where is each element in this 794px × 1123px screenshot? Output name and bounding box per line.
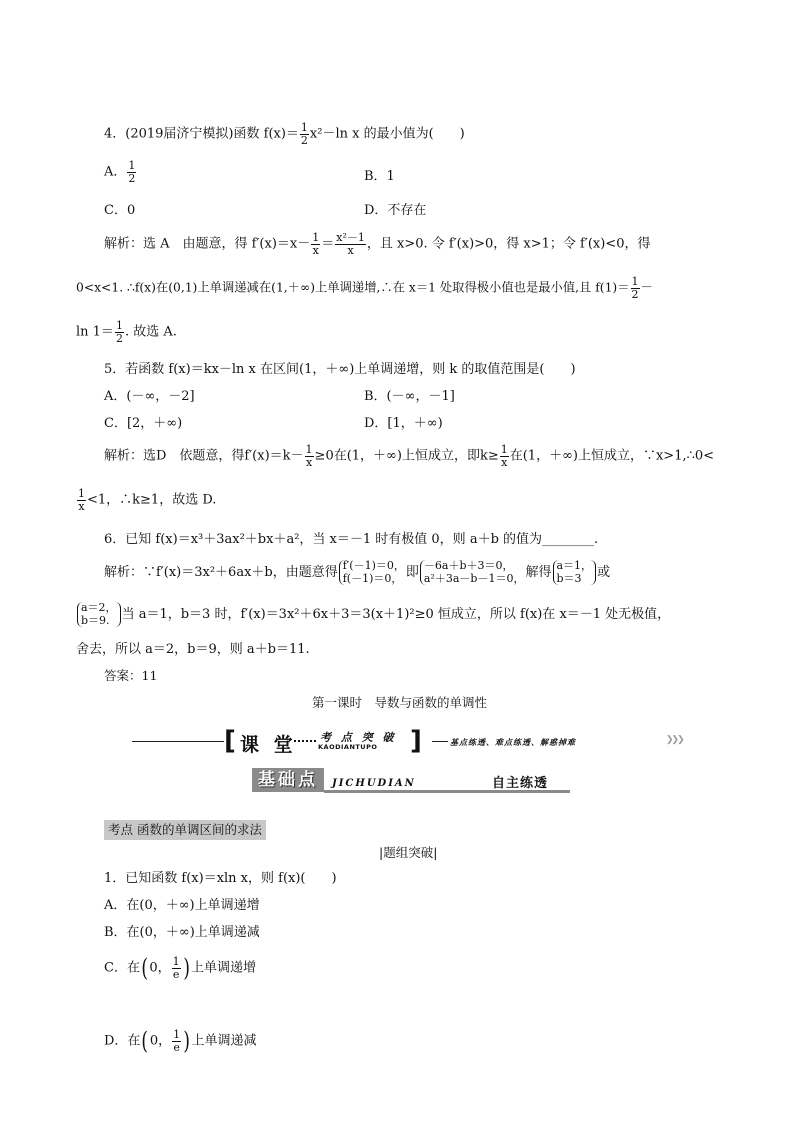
q6-stem: 6．已知 f(x)＝x³＋3ax²＋bx＋a²，当 x＝－1 时有极值 0，则 a＋b 的值为________. [104,532,599,547]
fraction-den: 2 [300,133,308,147]
q5-solution-line2 [76,488,216,512]
tizu-heading: |题组突破| [379,845,438,860]
q6-solution-line2 [76,602,670,627]
q6-solution-line3: 舍去，所以 a＝2，b＝9，则 a＋b＝11. [76,642,310,657]
equation: a²＋3a－b－1＝0， [423,571,525,585]
fraction-den: 2 [631,287,639,301]
fraction-num: 1 [305,443,313,456]
q5-stem: 5．若函数 f(x)＝kx－ln x 在区间(1，＋∞)上单调递增，则 k 的取值范围是( ) [104,362,576,377]
fraction-den: e [172,967,180,981]
solution-text: ，且 x>0. 令 f′(x)>0，得 x>1；令 f′(x)<0，得 [366,236,651,252]
bracket-left: [ [224,726,236,756]
q4-solution-line1 [104,232,650,256]
bracket-right: ] [410,726,422,756]
equation: f′(－1)＝0， [342,559,405,572]
equation-system [420,560,525,585]
equation-system [77,602,121,627]
fraction-num: 1 [312,231,320,244]
q5-option-c: C．[2，＋∞) [104,416,183,431]
solution-text: 解析：选D 依题意，得f′(x)＝k－ [104,448,304,464]
q4-option-c: C．0 [104,203,136,218]
option-text: 0， [149,1033,172,1049]
divider [132,741,224,742]
q4-stem-text: 4．(2019届济宁模拟)函数 f(x)＝ [104,126,299,142]
paren-right: ) [183,954,190,983]
fraction [77,488,86,512]
jichudian-subtitle: 自主练透 [492,776,549,791]
solution-text: 解得 [525,565,552,581]
q5-option-d: D．[1，＋∞) [364,416,443,431]
banner-subtitle: 考 点 突 破 [320,731,397,744]
solution-text: 在(1，＋∞)上恒成立，∵x>1,∴0< [509,448,715,464]
jichudian-header [252,768,570,792]
divider [432,741,448,742]
fraction-den: x [305,455,313,469]
equation-system [553,560,597,585]
q4-option-a [104,160,137,184]
p1-option-c [104,954,256,983]
paren-left: ( [141,954,148,983]
fraction-num: 1 [115,319,123,332]
fraction-num: 1 [78,487,85,500]
fraction-num: x²－1 [336,231,365,244]
paren-left: ( [141,1027,149,1056]
equation: a＝1， [556,559,593,572]
fraction-den: e [173,1040,180,1054]
solution-text: 或 [597,565,611,581]
chevrons-icon: ❯❯❯ [666,735,683,745]
q6-solution-line1 [104,560,610,585]
option-text: 上单调递减 [191,1033,257,1049]
fraction-den: 2 [128,171,136,185]
solution-text: 即 [405,565,419,581]
solution-text: . 故选 A. [124,324,177,340]
q5-solution-line1 [104,444,714,468]
paren-right: ) [183,1027,191,1056]
solution-text: 解析：选 A 由题意，得 f′(x)＝x－ [104,236,311,252]
p1-stem: 1．已知函数 f(x)＝xln x，则 f(x)( ) [104,871,337,886]
fraction [127,160,136,184]
p1-option-a: A．在(0，＋∞)上单调递增 [104,898,260,913]
equation: b＝3 [556,571,582,585]
banner-box [224,728,424,754]
fraction-den: x [78,499,85,513]
fraction [172,1029,181,1053]
option-text: D．在 [104,1033,141,1049]
fraction-den: x [312,243,319,257]
fraction-num: 1 [173,1028,181,1041]
fraction [300,122,309,146]
fraction [311,232,320,256]
fraction [335,232,366,256]
solution-text: ≥0在(1，＋∞)上恒成立，即k≥ [314,448,499,464]
q4-solution-line2 [76,276,653,300]
solution-text: <1，∴k≥1，故选 D. [87,492,217,508]
lesson-title: 第一课时 导数与函数的单调性 [312,695,488,710]
fraction-den: 2 [115,331,123,345]
q5-option-a: A．(－∞，－2] [104,389,195,404]
jichudian-pinyin: JICHUDIAN [332,778,416,789]
kaodian-label: 考点 函数的单调区间的求法 [104,820,266,840]
jichudian-badge: 基础点 [252,768,324,792]
option-text: C．在 [104,960,140,976]
banner-pinyin: KAODIANTUPO [318,743,378,751]
fraction-num: 1 [631,275,639,288]
option-text: 上单调递增 [190,960,256,976]
equation: a＝2， [81,601,117,614]
fraction [115,320,124,344]
fraction-den: x [347,243,354,257]
option-text: 0， [149,960,171,976]
solution-text: 当 a＝1，b＝3 时，f′(x)＝3x²＋6x＋3＝3(x＋1)²≥0 恒成立，所以 f(x)在 x＝－1 处无极值， [121,607,671,623]
option-label: A． [104,164,127,180]
equation: f(－1)＝0， [342,571,403,585]
q4-solution-line3 [76,320,177,344]
equation-system [339,560,405,585]
fraction [500,444,509,468]
solution-text: － [640,280,653,295]
banner-tagline: 基点练透、难点练透、解惑掉难 [450,737,576,747]
solution-text: 0<x<1. ∴f(x)在(0,1)上单调递减在(1,＋∞)上单调递增,∴在 x＝1 处取得极小值也是最小值,且 f(1)＝ [76,280,630,295]
fraction [631,276,640,300]
q5-option-b: B．(－∞，－1] [364,389,455,404]
fraction [172,956,181,980]
q4-stem-text-2: x²－ln x 的最小值为( ) [309,126,465,142]
fraction-num: 1 [128,159,136,172]
equation: b＝9. [81,613,110,627]
solution-text: ln 1＝ [76,324,114,340]
equation: －6a＋b＋3＝0， [423,559,514,572]
fraction-num: 1 [172,955,180,968]
q6-answer: 答案：11 [104,668,158,683]
p1-option-b: B．在(0，＋∞)上单调递减 [104,925,260,940]
ketang-banner [132,728,692,756]
fraction-num: 1 [500,443,508,456]
banner-title: 课 堂 [240,734,297,756]
q4-stem [104,122,465,146]
fraction-den: x [501,455,508,469]
q4-option-d: D．不存在 [364,203,427,218]
solution-text: 解析：∵f′(x)＝3x²＋6ax＋b，由题意得 [104,565,338,581]
dotted-connector [294,740,316,742]
fraction-num: 1 [300,121,308,134]
fraction [305,444,314,468]
p1-option-d [104,1027,257,1056]
q4-option-b: B．1 [364,169,395,184]
solution-text: ＝ [321,236,335,252]
